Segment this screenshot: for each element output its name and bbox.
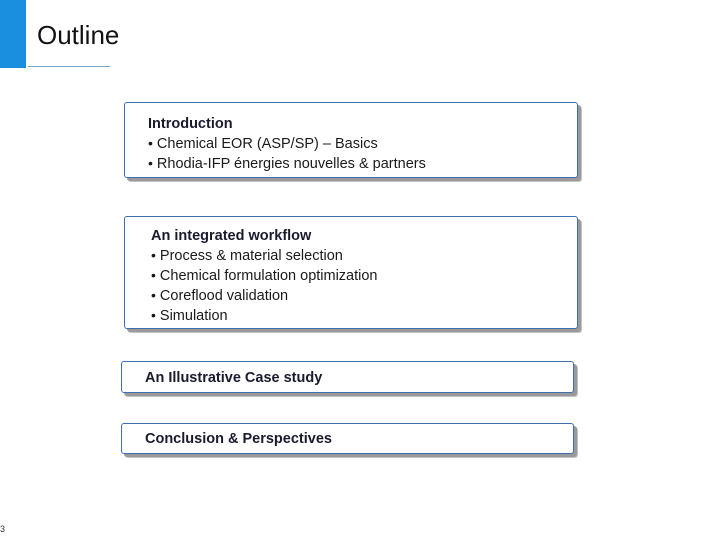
list-item [148,134,577,154]
section-title: Introduction [148,116,233,132]
bullet-icon: • [151,287,156,303]
list-item-text: Coreflood validation [159,288,289,304]
slide-title: Outline [37,20,120,50]
list-item [151,266,577,286]
accent-bar [0,0,26,68]
list-item-text: Simulation [159,308,228,324]
section-title: An integrated workflow [151,228,312,244]
bullet-icon: • [148,155,153,171]
list-item [151,306,577,326]
list-item-text: Process & material selection [159,248,343,264]
section-title: An Illustrative Case study [145,370,323,386]
list-item-text: Rhodia-IFP énergies nouvelles & partners [156,156,426,172]
section-box-case-study [121,361,574,393]
title-underline [28,66,110,67]
page-number: 3 [0,524,6,534]
bullet-icon: • [151,247,156,263]
section-title: Conclusion & Perspectives [145,431,332,447]
list-item [151,286,577,306]
bullet-icon: • [151,267,156,283]
section-box-workflow [124,216,578,329]
section-box-conclusion [121,423,574,454]
bullet-icon: • [148,135,153,151]
section-box-introduction [124,102,578,178]
list-item-text: Chemical EOR (ASP/SP) – Basics [156,136,378,152]
list-item [148,154,577,174]
list-item [151,246,577,266]
bullet-icon: • [151,307,156,323]
list-item-text: Chemical formulation optimization [159,268,378,284]
